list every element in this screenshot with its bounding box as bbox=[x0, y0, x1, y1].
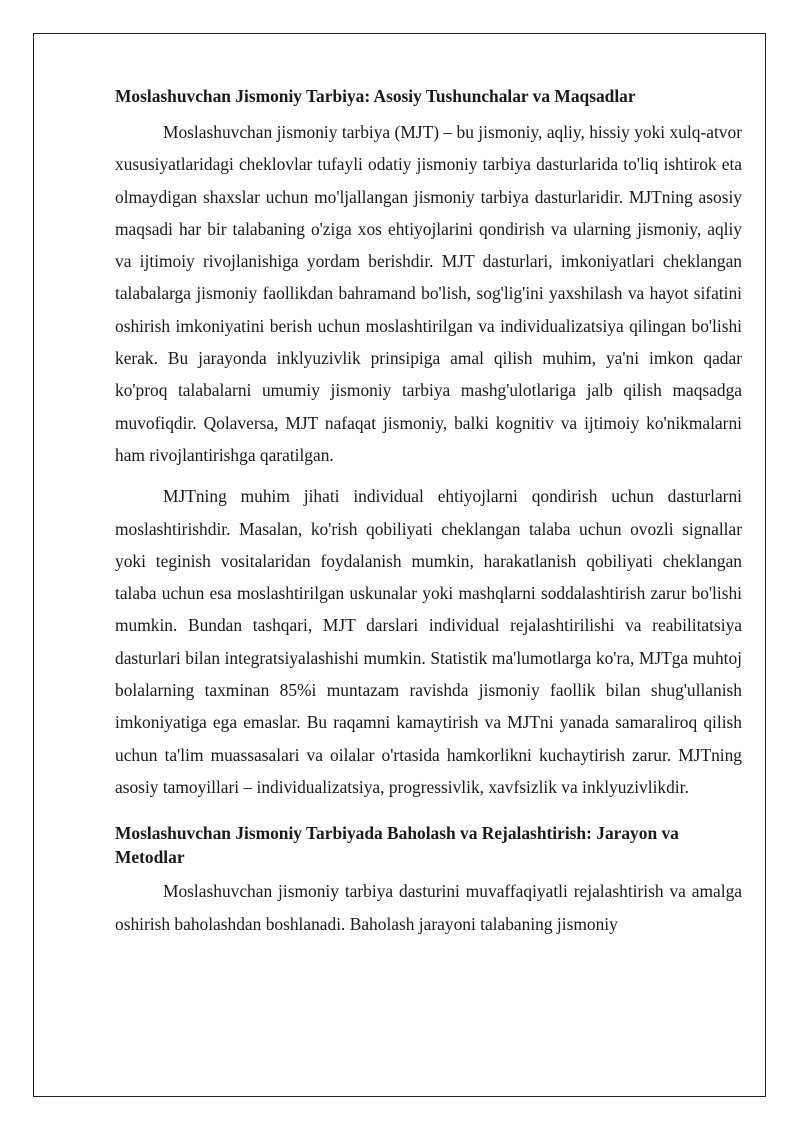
body-paragraph: MJTning muhim jihati individual ehtiyojlarni qondirish uchun dasturlarni moslashtirishdir. Masalan, ko'rish qobiliyati cheklangan talaba uchun ovozli signallar yoki teginish vositalaridan foydalanish mumkin, harakatlanish qobiliyati cheklangan talaba uchun esa moslashtirilgan uskunalar yoki mashqlarni soddalashtirish zarur bo'lishi mumkin. Bundan tashqari, MJT darslari individual rejalashtirilishi va reabilitatsiya dasturlari bilan integratsiyalashishi mumkin. Statistik ma'lumotlarga ko'ra, MJTga muhtoj bolalarning taxminan 85%i muntazam ravishda jismoniy faollik bilan shug'ullanish imkoniyatiga ega emaslar. Bu raqamni kamaytirish va MJTni yanada samaraliroq qilish uchun ta'lim muassasalari va oilalar o'rtasida hamkorlikni kuchaytirish zarur. MJTning asosiy tamoyillari – individualizatsiya, progressivlik, xavfsizlik va inklyuzivlikdir. bbox=[115, 486, 742, 797]
body-paragraph: Moslashuvchan jismoniy tarbiya (MJT) – bu jismoniy, aqliy, hissiy yoki xulq-atvor xususiyatlaridagi cheklovlar tufayli odatiy jismoniy tarbiya dasturlarida to'liq ishtirok eta olmaydigan shaxslar uchun mo'ljallangan jismoniy tarbiya dasturlaridir. MJTning asosiy maqsadi har bir talabaning o'ziga xos ehtiyojlarini qondirish va ularning jismoniy, aqliy va ijtimoiy rivojlanishiga yordam berishdir. MJT dasturlari, imkoniyatlari cheklangan talabalarga jismoniy faollikdan bahramand bo'lish, sog'lig'ini yaxshilash va hayot sifatini oshirish imkoniyatini berish uchun moslashtirilgan va individualizatsiya qilingan bo'lishi kerak. Bu jarayonda inklyuzivlik prinsipiga amal qilish muhim, ya'ni imkon qadar ko'proq talabalarni umumiy jismoniy tarbiya mashg'ulotlariga jalb qilish maqsadga muvofiqdir. Qolaversa, MJT nafaqat jismoniy, balki kognitiv va ijtimoiy ko'nikmalarni ham rivojlantirishga qaratilgan. bbox=[115, 122, 742, 465]
body-paragraph: Moslashuvchan jismoniy tarbiya dasturini muvaffaqiyatli rejalashtirish va amalga oshirish baholashdan boshlanadi. Baholash jarayoni talabaning jismoniy bbox=[115, 881, 742, 934]
section-heading: Moslashuvchan Jismoniy Tarbiyada Baholash va Rejalashtirish: Jarayon va Metodlar bbox=[115, 823, 679, 868]
document-body bbox=[115, 84, 742, 949]
section-heading: Moslashuvchan Jismoniy Tarbiya: Asosiy Tushunchalar va Maqsadlar bbox=[115, 86, 636, 106]
